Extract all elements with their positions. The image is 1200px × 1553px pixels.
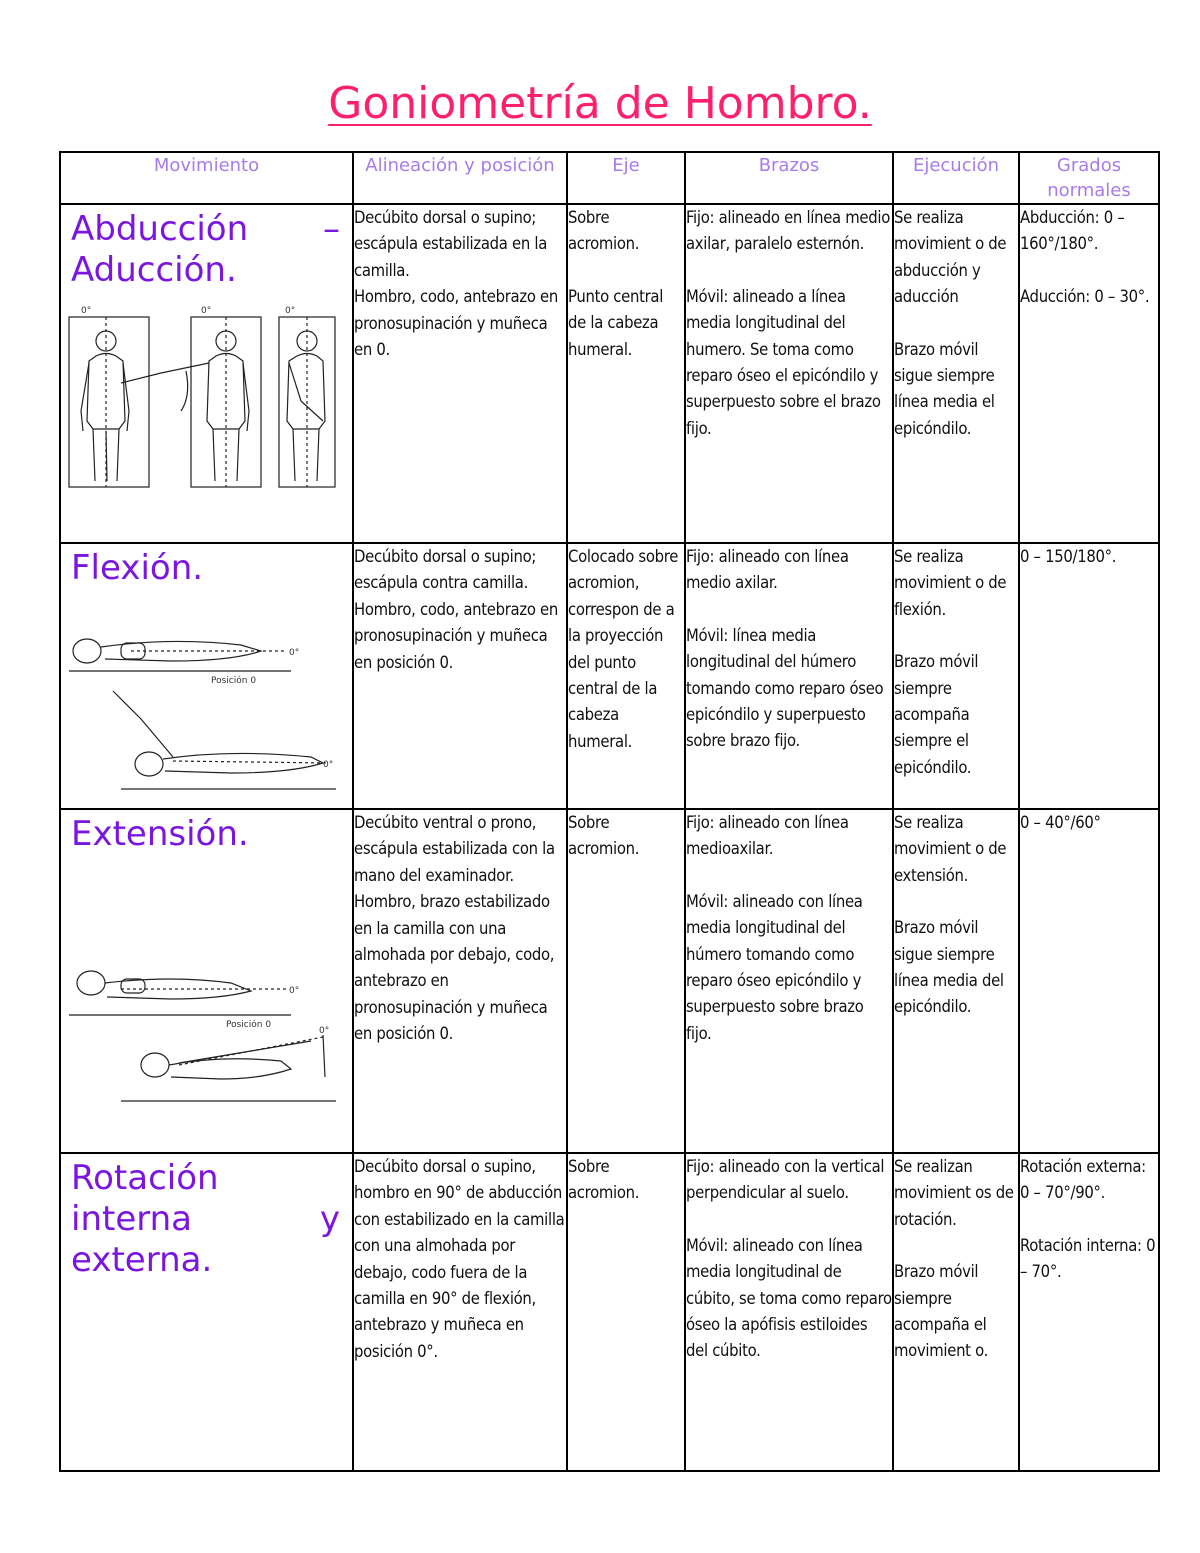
grados-cell (1019, 543, 1159, 809)
table-row (60, 543, 1159, 809)
grados-text: Rotación externa: 0 – 70°/90°. (1020, 1157, 1146, 1203)
grados-text: Abducción: 0 – 160°/180°. (1020, 208, 1125, 254)
alineacion-text: Decúbito dorsal o supino; escápula estabilizada en la camilla. Hombro, codo, antebrazo en pronosupinación y muñeca en 0. (354, 208, 558, 360)
position-label: Posición 0 (226, 1020, 272, 1030)
grados-cell (1019, 204, 1159, 543)
header-grados: Grados normales (1019, 152, 1159, 204)
ejecucion-cell (893, 809, 1019, 1153)
header-row (60, 152, 1159, 204)
zero-label: 0° (81, 306, 92, 316)
ejecucion-text: Brazo móvil sigue siempre línea media del epicóndilo. (894, 918, 1004, 1017)
grados-cell (1019, 1153, 1159, 1471)
brazos-cell (685, 809, 893, 1153)
alineacion-cell (353, 809, 567, 1153)
eje-cell (567, 204, 685, 543)
header-brazos: Brazos (685, 152, 893, 204)
header-alineacion: Alineación y posición (353, 152, 567, 204)
movement-name: Rotación interna y externa. (71, 1158, 340, 1280)
movement-name: Extensión. (71, 814, 249, 854)
zero-label: 0° (323, 760, 334, 770)
alineacion-text: Decúbito dorsal o supino, hombro en 90° de abducción con estabilizado en la camilla con una almohada por debajo, codo fuera de la camilla en 90° de flexión, antebrazo y muñeca en posición 0°. (354, 1157, 565, 1361)
brazos-cell (685, 1153, 893, 1471)
zero-label: 0° (201, 306, 212, 316)
grados-text: Rotación interna: 0 – 70°. (1020, 1235, 1156, 1282)
ejecucion-text: Se realiza movimient o de extensión. (894, 813, 1007, 885)
ejecucion-text: Brazo móvil siempre acompaña siempre el epicóndilo. (894, 652, 979, 777)
goniometry-table (59, 151, 1160, 1472)
movement-cell (60, 204, 353, 543)
brazo-fijo-text: Fijo: alineado con la vertical perpendicular al suelo. (686, 1157, 885, 1203)
brazo-movil-text: Móvil: alineado con línea media longitudinal del húmero tomando como reparo óseo epicóndilo y superpuesto sobre brazo fijo. (686, 891, 864, 1043)
ejecucion-text: Se realiza movimient o de abducción y aducción (894, 208, 1007, 307)
movement-cell (60, 1153, 353, 1471)
alineacion-cell (353, 543, 567, 809)
flexion-figure (61, 599, 341, 799)
brazos-cell (685, 204, 893, 543)
ejecucion-text: Brazo móvil siempre acompaña el movimient o. (894, 1262, 989, 1361)
zero-label: 0° (285, 306, 296, 316)
grados-cell (1019, 809, 1159, 1153)
ejecucion-cell (893, 543, 1019, 809)
ejecucion-cell (893, 204, 1019, 543)
eje-cell (567, 543, 685, 809)
brazos-cell (685, 543, 893, 809)
brazo-fijo-text: Fijo: alineado con línea medio axilar. (686, 547, 849, 593)
alineacion-cell (353, 1153, 567, 1471)
movement-cell (60, 809, 353, 1153)
eje-text: Colocado sobre acromion, correspon de a la proyección del punto central de la cabeza humeral. (568, 547, 679, 751)
extension-figure (61, 865, 341, 1115)
zero-label: 0° (289, 648, 300, 658)
eje-text: Punto central de la cabeza humeral. (568, 286, 664, 359)
zero-label: 0° (319, 1026, 330, 1036)
brazo-fijo-text: Fijo: alineado con línea medioaxilar. (686, 813, 849, 859)
ejecucion-cell (893, 1153, 1019, 1471)
alineacion-text: Decúbito dorsal o supino; escápula contra camilla. Hombro, codo, antebrazo en pronosupinación y muñeca en posición 0. (354, 547, 558, 672)
table-row (60, 204, 1159, 543)
movement-cell (60, 543, 353, 809)
movement-name: Flexión. (71, 548, 204, 588)
brazo-movil-text: Móvil: línea media longitudinal del húmero tomando como reparo óseo epicóndilo y superpuesto sobre brazo fijo. (686, 625, 884, 751)
brazo-movil-text: Móvil: alineado a línea media longitudinal del humero. Se toma como reparo óseo el epicóndilo y superpuesto sobre el brazo fijo. (686, 286, 881, 438)
movement-name: Abducción – Aducción. (71, 209, 340, 290)
alineacion-text: Decúbito ventral o prono, escápula estabilizada con la mano del examinador. Hombro, brazo estabilizado en la camilla con una almohada por debajo, codo, antebrazo en pronosupinación y muñeca en posición 0. (354, 813, 555, 1044)
header-movimiento: Movimiento (60, 152, 353, 204)
table-row (60, 1153, 1159, 1471)
header-ejecucion: Ejecución (893, 152, 1019, 204)
position-label: Posición 0 (211, 676, 257, 686)
eje-text: Sobre acromion. (568, 208, 640, 254)
page-title: Goniometría de Hombro. (328, 78, 872, 129)
brazo-movil-text: Móvil: alineado con línea media longitudinal de cúbito, se toma como reparo óseo la apófisis estiloides del cúbito. (686, 1235, 892, 1361)
eje-text: Sobre acromion. (568, 1157, 640, 1203)
eje-text: Sobre acromion. (568, 813, 640, 859)
grados-text: 0 – 150/180°. (1020, 547, 1117, 566)
ejecucion-text: Brazo móvil sigue siempre línea media el epicóndilo. (894, 339, 995, 438)
grados-text: 0 – 40°/60° (1020, 813, 1101, 832)
ejecucion-text: Se realiza movimient o de flexión. (894, 547, 1007, 619)
table-row (60, 809, 1159, 1153)
ejecucion-text: Se realizan movimient os de rotación. (894, 1157, 1014, 1229)
eje-cell (567, 809, 685, 1153)
header-eje: Eje (567, 152, 685, 204)
eje-cell (567, 1153, 685, 1471)
zero-label: 0° (289, 986, 300, 996)
abduction-figure (61, 301, 341, 491)
grados-text: Aducción: 0 – 30°. (1020, 286, 1150, 306)
alineacion-cell (353, 204, 567, 543)
brazo-fijo-text: Fijo: alineado en línea medio axilar, paralelo esternón. (686, 208, 890, 254)
